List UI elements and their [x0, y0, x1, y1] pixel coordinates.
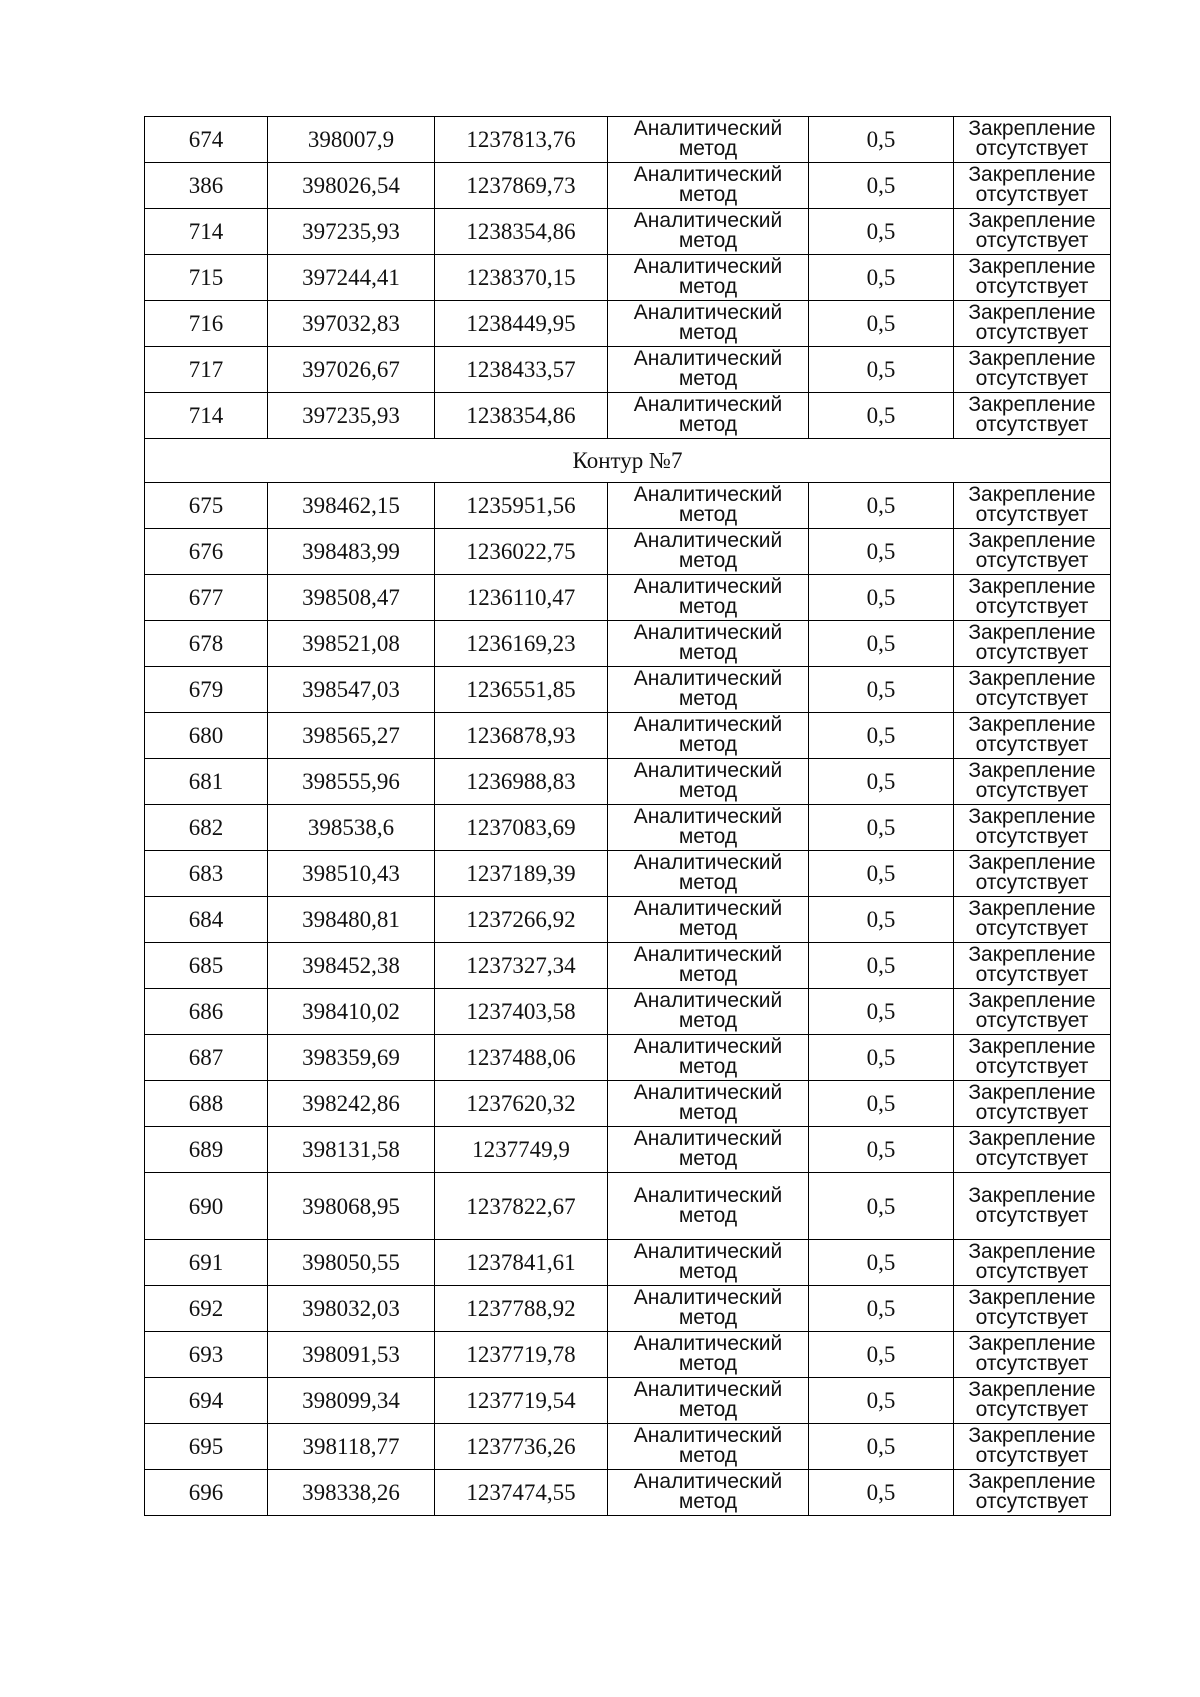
point-number-cell: 695 — [145, 1424, 268, 1470]
fixing-cell: Закрепление отсутствует — [954, 1240, 1111, 1286]
table-row — [145, 347, 1111, 393]
coord-x-cell: 398359,69 — [268, 1035, 435, 1081]
coord-y-cell: 1236169,23 — [435, 621, 608, 667]
accuracy-cell: 0,5 — [809, 759, 954, 805]
accuracy-cell: 0,5 — [809, 483, 954, 529]
coord-y-cell: 1237749,9 — [435, 1127, 608, 1173]
coord-y-cell: 1237189,39 — [435, 851, 608, 897]
method-cell: Аналитический метод — [608, 529, 809, 575]
table-row — [145, 989, 1111, 1035]
accuracy-cell: 0,5 — [809, 1378, 954, 1424]
point-number-cell: 683 — [145, 851, 268, 897]
accuracy-cell: 0,5 — [809, 989, 954, 1035]
coord-y-cell: 1237403,58 — [435, 989, 608, 1035]
coord-y-cell: 1237719,78 — [435, 1332, 608, 1378]
fixing-cell: Закрепление отсутствует — [954, 255, 1111, 301]
coord-x-cell: 398091,53 — [268, 1332, 435, 1378]
coord-y-cell: 1236022,75 — [435, 529, 608, 575]
fixing-cell: Закрепление отсутствует — [954, 943, 1111, 989]
coord-x-cell: 398338,26 — [268, 1470, 435, 1516]
method-cell: Аналитический метод — [608, 393, 809, 439]
fixing-cell: Закрепление отсутствует — [954, 347, 1111, 393]
coord-x-cell: 398521,08 — [268, 621, 435, 667]
coord-y-cell: 1237822,67 — [435, 1173, 608, 1240]
point-number-cell: 696 — [145, 1470, 268, 1516]
fixing-cell: Закрепление отсутствует — [954, 851, 1111, 897]
accuracy-cell: 0,5 — [809, 943, 954, 989]
accuracy-cell: 0,5 — [809, 851, 954, 897]
point-number-cell: 682 — [145, 805, 268, 851]
coordinates-table — [144, 116, 1111, 1516]
method-cell: Аналитический метод — [608, 1424, 809, 1470]
method-cell: Аналитический метод — [608, 1332, 809, 1378]
coord-x-cell: 398068,95 — [268, 1173, 435, 1240]
coord-y-cell: 1238433,57 — [435, 347, 608, 393]
accuracy-cell: 0,5 — [809, 1127, 954, 1173]
point-number-cell: 677 — [145, 575, 268, 621]
table-row — [145, 943, 1111, 989]
point-number-cell: 714 — [145, 393, 268, 439]
coord-x-cell: 398538,6 — [268, 805, 435, 851]
method-cell: Аналитический метод — [608, 483, 809, 529]
coord-y-cell: 1237488,06 — [435, 1035, 608, 1081]
point-number-cell: 687 — [145, 1035, 268, 1081]
coord-y-cell: 1238370,15 — [435, 255, 608, 301]
coord-y-cell: 1238449,95 — [435, 301, 608, 347]
table-row — [145, 163, 1111, 209]
method-cell: Аналитический метод — [608, 621, 809, 667]
fixing-cell: Закрепление отсутствует — [954, 1424, 1111, 1470]
point-number-cell: 678 — [145, 621, 268, 667]
point-number-cell: 681 — [145, 759, 268, 805]
coord-x-cell: 397032,83 — [268, 301, 435, 347]
coord-x-cell: 398480,81 — [268, 897, 435, 943]
coord-y-cell: 1237620,32 — [435, 1081, 608, 1127]
accuracy-cell: 0,5 — [809, 255, 954, 301]
coord-y-cell: 1236988,83 — [435, 759, 608, 805]
fixing-cell: Закрепление отсутствует — [954, 1173, 1111, 1240]
method-cell: Аналитический метод — [608, 851, 809, 897]
point-number-cell: 685 — [145, 943, 268, 989]
coord-x-cell: 398565,27 — [268, 713, 435, 759]
point-number-cell: 717 — [145, 347, 268, 393]
fixing-cell: Закрепление отсутствует — [954, 1127, 1111, 1173]
accuracy-cell: 0,5 — [809, 667, 954, 713]
fixing-cell: Закрепление отсутствует — [954, 989, 1111, 1035]
table-row — [145, 667, 1111, 713]
point-number-cell: 692 — [145, 1286, 268, 1332]
method-cell: Аналитический метод — [608, 1127, 809, 1173]
coord-x-cell: 397235,93 — [268, 209, 435, 255]
method-cell: Аналитический метод — [608, 805, 809, 851]
method-cell: Аналитический метод — [608, 117, 809, 163]
table-row — [145, 575, 1111, 621]
table-row — [145, 713, 1111, 759]
table-row — [145, 1035, 1111, 1081]
coord-x-cell: 397235,93 — [268, 393, 435, 439]
table-row — [145, 393, 1111, 439]
table-row — [145, 1424, 1111, 1470]
accuracy-cell: 0,5 — [809, 209, 954, 255]
coord-y-cell: 1236878,93 — [435, 713, 608, 759]
coord-x-cell: 398007,9 — [268, 117, 435, 163]
accuracy-cell: 0,5 — [809, 1081, 954, 1127]
accuracy-cell: 0,5 — [809, 575, 954, 621]
coordinates-table-body — [145, 117, 1111, 1516]
accuracy-cell: 0,5 — [809, 1286, 954, 1332]
fixing-cell: Закрепление отсутствует — [954, 759, 1111, 805]
coord-y-cell: 1237474,55 — [435, 1470, 608, 1516]
fixing-cell: Закрепление отсутствует — [954, 805, 1111, 851]
table-row — [145, 1240, 1111, 1286]
method-cell: Аналитический метод — [608, 1286, 809, 1332]
accuracy-cell: 0,5 — [809, 393, 954, 439]
table-row — [145, 621, 1111, 667]
fixing-cell: Закрепление отсутствует — [954, 163, 1111, 209]
coord-x-cell: 398032,03 — [268, 1286, 435, 1332]
fixing-cell: Закрепление отсутствует — [954, 1081, 1111, 1127]
point-number-cell: 684 — [145, 897, 268, 943]
coord-y-cell: 1237083,69 — [435, 805, 608, 851]
accuracy-cell: 0,5 — [809, 713, 954, 759]
point-number-cell: 689 — [145, 1127, 268, 1173]
fixing-cell: Закрепление отсутствует — [954, 713, 1111, 759]
coord-y-cell: 1237719,54 — [435, 1378, 608, 1424]
fixing-cell: Закрепление отсутствует — [954, 621, 1111, 667]
table-row — [145, 1127, 1111, 1173]
table-row — [145, 1378, 1111, 1424]
table-row — [145, 529, 1111, 575]
point-number-cell: 676 — [145, 529, 268, 575]
method-cell: Аналитический метод — [608, 1378, 809, 1424]
coord-x-cell: 398555,96 — [268, 759, 435, 805]
coord-y-cell: 1237841,61 — [435, 1240, 608, 1286]
coord-y-cell: 1237813,76 — [435, 117, 608, 163]
fixing-cell: Закрепление отсутствует — [954, 117, 1111, 163]
method-cell: Аналитический метод — [608, 713, 809, 759]
fixing-cell: Закрепление отсутствует — [954, 483, 1111, 529]
point-number-cell: 691 — [145, 1240, 268, 1286]
fixing-cell: Закрепление отсутствует — [954, 393, 1111, 439]
table-row — [145, 1332, 1111, 1378]
point-number-cell: 679 — [145, 667, 268, 713]
section-title: Контур №7 — [145, 439, 1111, 483]
coord-x-cell: 398242,86 — [268, 1081, 435, 1127]
coord-y-cell: 1237869,73 — [435, 163, 608, 209]
table-row — [145, 1286, 1111, 1332]
method-cell: Аналитический метод — [608, 163, 809, 209]
point-number-cell: 693 — [145, 1332, 268, 1378]
method-cell: Аналитический метод — [608, 255, 809, 301]
coord-x-cell: 398118,77 — [268, 1424, 435, 1470]
accuracy-cell: 0,5 — [809, 163, 954, 209]
fixing-cell: Закрепление отсутствует — [954, 575, 1111, 621]
table-row — [145, 805, 1111, 851]
fixing-cell: Закрепление отсутствует — [954, 1470, 1111, 1516]
accuracy-cell: 0,5 — [809, 897, 954, 943]
accuracy-cell: 0,5 — [809, 1332, 954, 1378]
method-cell: Аналитический метод — [608, 1240, 809, 1286]
coord-x-cell: 398510,43 — [268, 851, 435, 897]
fixing-cell: Закрепление отсутствует — [954, 529, 1111, 575]
coord-y-cell: 1237788,92 — [435, 1286, 608, 1332]
section-header-row — [145, 439, 1111, 483]
fixing-cell: Закрепление отсутствует — [954, 897, 1111, 943]
coord-y-cell: 1238354,86 — [435, 393, 608, 439]
accuracy-cell: 0,5 — [809, 347, 954, 393]
coord-x-cell: 398508,47 — [268, 575, 435, 621]
accuracy-cell: 0,5 — [809, 1173, 954, 1240]
point-number-cell: 675 — [145, 483, 268, 529]
method-cell: Аналитический метод — [608, 989, 809, 1035]
method-cell: Аналитический метод — [608, 575, 809, 621]
table-row — [145, 1173, 1111, 1240]
point-number-cell: 714 — [145, 209, 268, 255]
coord-y-cell: 1238354,86 — [435, 209, 608, 255]
fixing-cell: Закрепление отсутствует — [954, 1035, 1111, 1081]
method-cell: Аналитический метод — [608, 1035, 809, 1081]
method-cell: Аналитический метод — [608, 667, 809, 713]
coord-x-cell: 398547,03 — [268, 667, 435, 713]
fixing-cell: Закрепление отсутствует — [954, 667, 1111, 713]
accuracy-cell: 0,5 — [809, 117, 954, 163]
table-row — [145, 209, 1111, 255]
point-number-cell: 386 — [145, 163, 268, 209]
coord-x-cell: 398410,02 — [268, 989, 435, 1035]
fixing-cell: Закрепление отсутствует — [954, 1332, 1111, 1378]
point-number-cell: 694 — [145, 1378, 268, 1424]
accuracy-cell: 0,5 — [809, 621, 954, 667]
fixing-cell: Закрепление отсутствует — [954, 1286, 1111, 1332]
accuracy-cell: 0,5 — [809, 529, 954, 575]
table-row — [145, 851, 1111, 897]
point-number-cell: 680 — [145, 713, 268, 759]
coord-y-cell: 1236110,47 — [435, 575, 608, 621]
table-row — [145, 255, 1111, 301]
coord-x-cell: 398462,15 — [268, 483, 435, 529]
accuracy-cell: 0,5 — [809, 301, 954, 347]
accuracy-cell: 0,5 — [809, 1240, 954, 1286]
coord-x-cell: 398026,54 — [268, 163, 435, 209]
coord-y-cell: 1237736,26 — [435, 1424, 608, 1470]
method-cell: Аналитический метод — [608, 1470, 809, 1516]
method-cell: Аналитический метод — [608, 1081, 809, 1127]
coord-x-cell: 398483,99 — [268, 529, 435, 575]
point-number-cell: 715 — [145, 255, 268, 301]
accuracy-cell: 0,5 — [809, 1470, 954, 1516]
method-cell: Аналитический метод — [608, 759, 809, 805]
method-cell: Аналитический метод — [608, 897, 809, 943]
accuracy-cell: 0,5 — [809, 1424, 954, 1470]
point-number-cell: 686 — [145, 989, 268, 1035]
method-cell: Аналитический метод — [608, 301, 809, 347]
table-row — [145, 1081, 1111, 1127]
coord-y-cell: 1236551,85 — [435, 667, 608, 713]
fixing-cell: Закрепление отсутствует — [954, 209, 1111, 255]
table-row — [145, 759, 1111, 805]
point-number-cell: 690 — [145, 1173, 268, 1240]
coord-x-cell: 398099,34 — [268, 1378, 435, 1424]
method-cell: Аналитический метод — [608, 347, 809, 393]
point-number-cell: 716 — [145, 301, 268, 347]
point-number-cell: 674 — [145, 117, 268, 163]
fixing-cell: Закрепление отсутствует — [954, 301, 1111, 347]
coord-x-cell: 397244,41 — [268, 255, 435, 301]
method-cell: Аналитический метод — [608, 943, 809, 989]
point-number-cell: 688 — [145, 1081, 268, 1127]
coord-x-cell: 398452,38 — [268, 943, 435, 989]
fixing-cell: Закрепление отсутствует — [954, 1378, 1111, 1424]
coord-x-cell: 398131,58 — [268, 1127, 435, 1173]
coord-y-cell: 1235951,56 — [435, 483, 608, 529]
method-cell: Аналитический метод — [608, 1173, 809, 1240]
table-row — [145, 1470, 1111, 1516]
method-cell: Аналитический метод — [608, 209, 809, 255]
coord-y-cell: 1237327,34 — [435, 943, 608, 989]
table-row — [145, 117, 1111, 163]
accuracy-cell: 0,5 — [809, 1035, 954, 1081]
table-row — [145, 897, 1111, 943]
coord-x-cell: 398050,55 — [268, 1240, 435, 1286]
table-row — [145, 301, 1111, 347]
accuracy-cell: 0,5 — [809, 805, 954, 851]
table-row — [145, 483, 1111, 529]
coord-x-cell: 397026,67 — [268, 347, 435, 393]
coord-y-cell: 1237266,92 — [435, 897, 608, 943]
